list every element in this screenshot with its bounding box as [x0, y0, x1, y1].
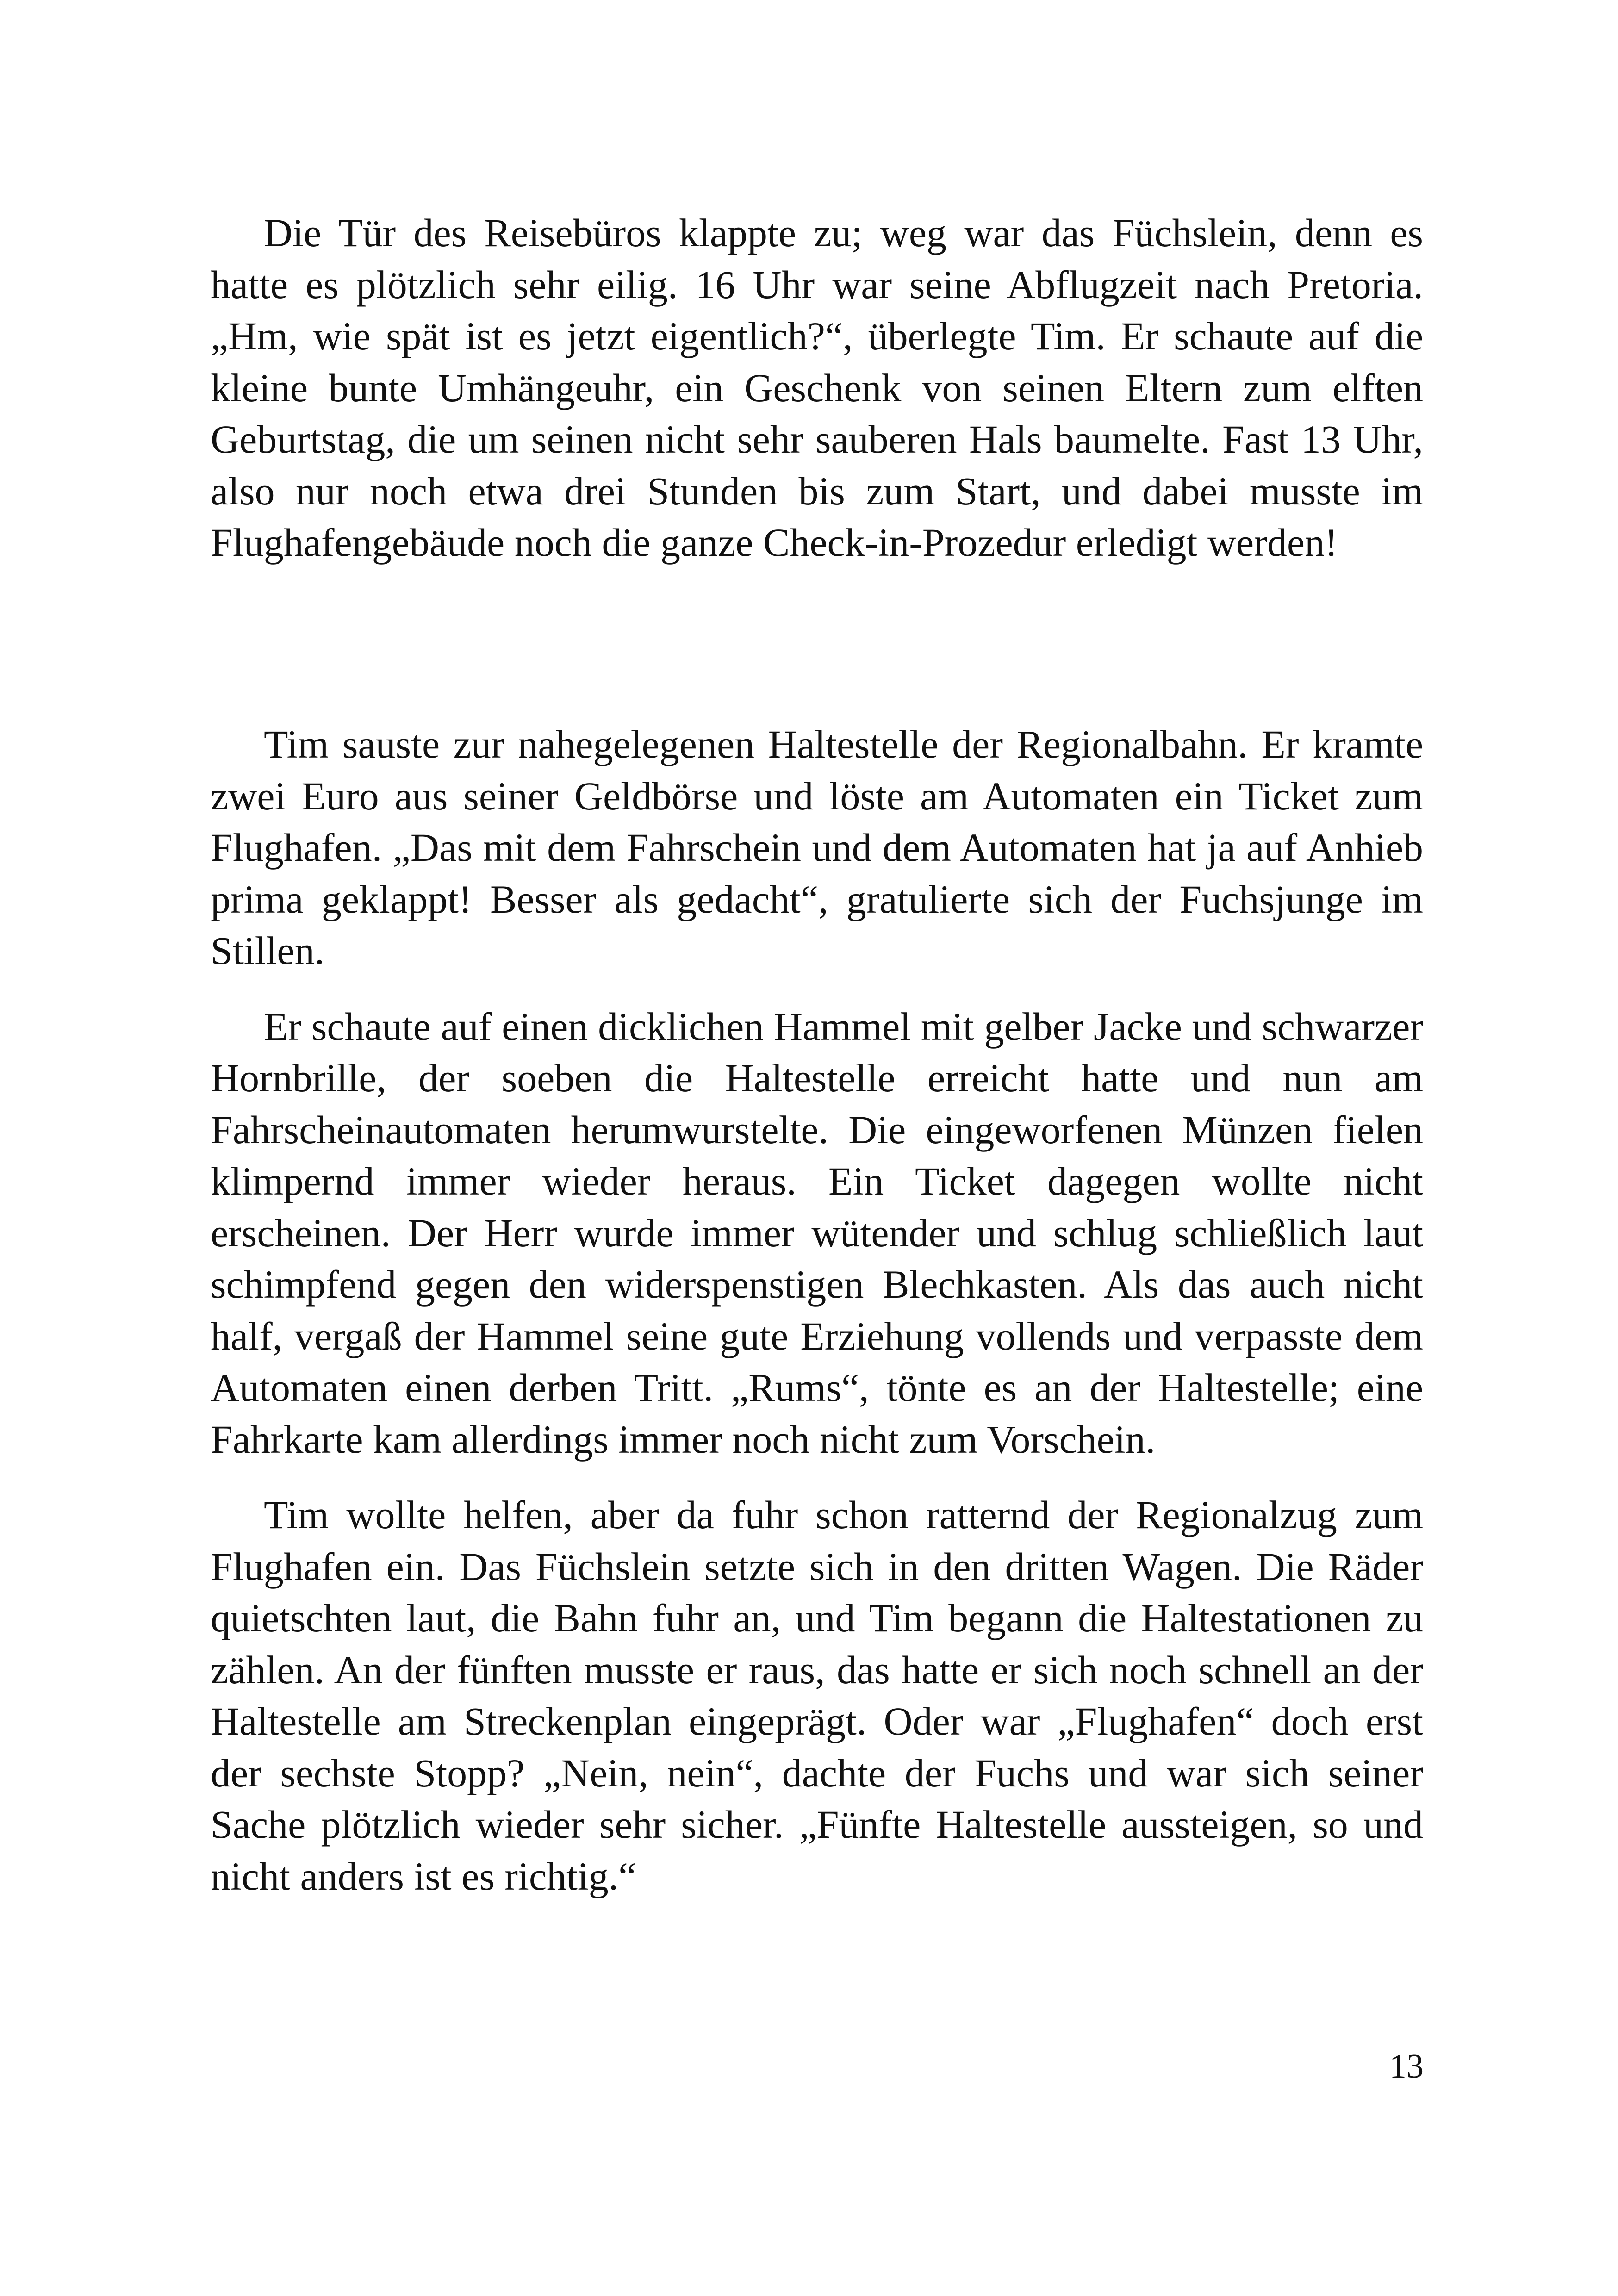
paragraph-1: Die Tür des Reisebüros klappte zu; weg war das Füchslein, denn es hatte es plötzlich sehr eilig. 16 Uhr war seine Abflugzeit nach Pretoria. „Hm, wie spät ist es jetzt eigentlich?“, überlegte Tim. Er schaute auf die kleine bunte Umhängeuhr, ein Geschenk von seinen Eltern zum elften Geburtstag, die um seinen nicht sehr sauberen Hals baumelte. Fast 13 Uhr, also nur noch etwa drei Stunden bis zum Start, und dabei musste im Flughafengebäude noch die ganze Check-in-Prozedur erledigt werden! [211, 211, 1423, 565]
text-section-2 [211, 719, 1423, 1902]
page-number: 13 [1389, 2047, 1424, 2085]
paragraph-3: Er schaute auf einen dicklichen Hammel mit gelber Jacke und schwarzer Hornbrille, der soeben die Haltestelle erreicht hatte und nun am Fahrscheinautomaten herumwurstelte. Die eingeworfenen Münzen fielen klimpernd immer wieder heraus. Ein Ticket dagegen wollte nicht erscheinen. Der Herr wurde immer wütender und schlug schließlich laut schimpfend gegen den widerspenstigen Blechkasten. Als das auch nicht half, vergaß der Hammel seine gute Erziehung vollends und verpasste dem Automaten einen derben Tritt. „Rums“, tönte es an der Haltestelle; eine Fahrkarte kam allerdings immer noch nicht zum Vorschein. [211, 1004, 1423, 1462]
paragraph-4: Tim wollte helfen, aber da fuhr schon ratternd der Regionalzug zum Flughafen ein. Das Füchslein setzte sich in den dritten Wagen. Die Räder quietschten laut, die Bahn fuhr an, und Tim begann die Haltestationen zu zählen. An der fünften musste er raus, das hatte er sich noch schnell an der Haltestelle am Streckenplan eingeprägt. Oder war „Flughafen“ doch erst der sechste Stopp? „Nein, nein“, dachte der Fuchs und war sich seiner Sache plötzlich wieder sehr sicher. „Fünfte Haltestelle aussteigen, so und nicht anders ist es richtig.“ [211, 1493, 1423, 1898]
text-section-1 [211, 207, 1423, 569]
paragraph-2: Tim sauste zur nahegelegenen Haltestelle der Regionalbahn. Er kramte zwei Euro aus seiner Geldbörse und löste am Automaten ein Ticket zum Flughafen. „Das mit dem Fahrschein und dem Automaten hat ja auf Anhieb prima geklappt! Besser als gedacht“, gratulierte sich der Fuchsjunge im Stillen. [211, 722, 1423, 973]
